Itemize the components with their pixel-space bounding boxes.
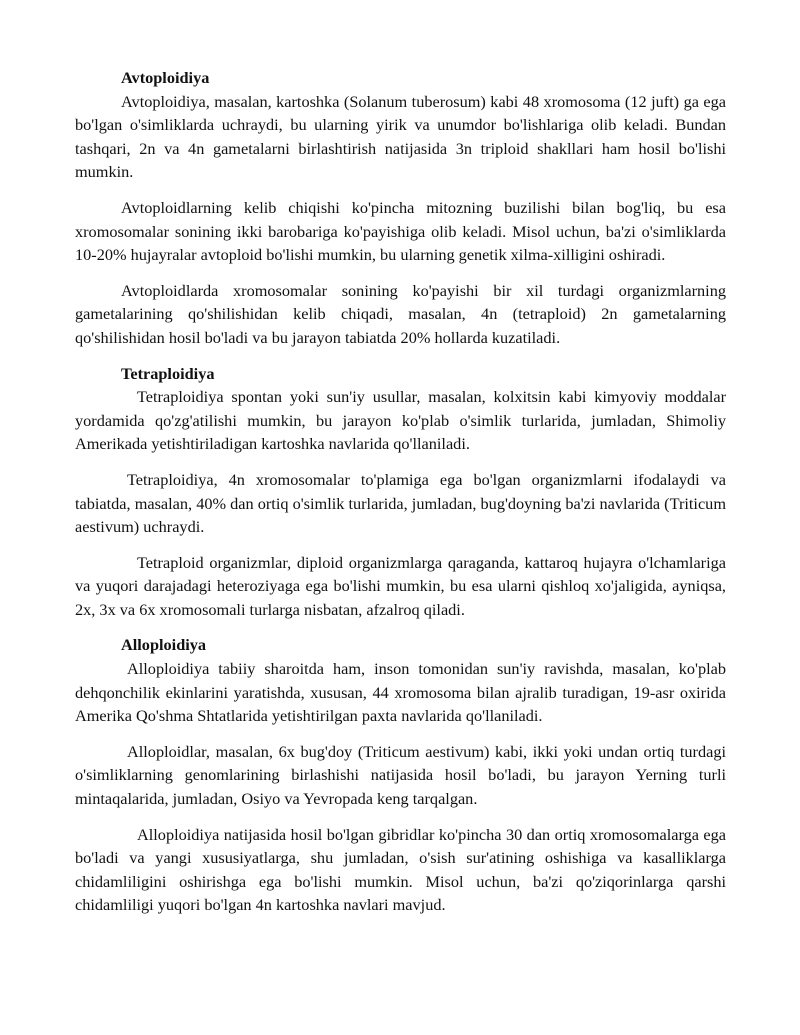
paragraph: Tetraploidiya, 4n xromosomalar to'plamiga ega bo'lgan organizmlarni ifodalaydi va tabiatda, masalan, 40% dan ortiq o'simlik turlarida, jumladan, bug'doyning ba'zi navlarida (Triticum aestivum) uchraydi. [75,469,726,537]
section-heading-tetraploidiya: Tetraploidiya [121,363,215,383]
section-heading-alloploidiya: Alloploidiya [121,635,207,655]
document-page [75,66,726,917]
paragraph: Alloploidlar, masalan, 6x bug'doy (Triticum aestivum) kabi, ikki yoki undan ortiq turdagi o'simliklarning genomlarining birlashishi natijasida hosil bo'ladi, bu jarayon Yerning turli mintaqalarida, jumladan, Osiyo va Yevropada keng tarqalgan. [75,741,726,809]
paragraph: Alloploidiya tabiiy sharoitda ham, inson tomonidan sun'iy ravishda, masalan, ko'plab dehqonchilik ekinlarini yaratishda, xususan, 44 xromosoma bilan ajralib turadigan, 19-asr oxirida Amerika Qo'shma Shtatlarida yetishtirilgan paxta navlarida qo'llaniladi. [75,659,726,726]
paragraph: Avtoploidiya, masalan, kartoshka (Solanum tuberosum) kabi 48 xromosoma (12 juft) ga ega bo'lgan o'simliklarda uchraydi, bu ularning yirik va unumdor bo'lishlariga olib keladi. Bundan tashqari, 2n va 4n gametalarni birlashtirish natijasida 3n triploid shakllari ham hosil bo'lishi mumkin. [75,91,726,182]
paragraph: Avtoploidlarda xromosomalar sonining ko'payishi bir xil turdagi organizmlarning gametalarining qo'shilishidan kelib chiqadi, masalan, 4n (tetraploid) 2n gametalarning qo'shilishidan hosil bo'ladi va bu jarayon tabiatda 20% hollarda kuzatiladi. [75,280,726,347]
paragraph: Avtoploidlarning kelib chiqishi ko'pincha mitozning buzilishi bilan bog'liq, bu esa xromosomalar sonining ikki barobariga ko'payishiga olib keladi. Misol uchun, ba'zi o'simliklarda 10-20% hujayralar avtoploid bo'lishi mumkin, bu ularning genetik xilma-xilligini oshiradi. [75,197,726,265]
paragraph: Alloploidiya natijasida hosil bo'lgan gibridlar ko'pincha 30 dan ortiq xromosomalarga ega bo'ladi va yangi xususiyatlarga, shu jumladan, o'sish sur'atining oshishiga va kasalliklarga chidamliligini oshirishga ega bo'lishi mumkin. Misol uchun, ba'zi qo'ziqorinlarga qarshi chidamliligi yuqori bo'lgan 4n kartoshka navlari mavjud. [75,824,726,915]
paragraph: Tetraploidiya spontan yoki sun'iy usullar, masalan, kolxitsin kabi kimyoviy moddalar yordamida qo'zg'atilishi mumkin, bu jarayon ko'plab o'simlik turlarida, jumladan, Shimoliy Amerikada yetishtiriladigan kartoshka navlarida qo'llaniladi. [75,387,726,454]
paragraph: Tetraploid organizmlar, diploid organizmlarga qaraganda, kattaroq hujayra o'lchamlariga va yuqori darajadagi heteroziyaga ega bo'lishi mumkin, bu esa ularni qishloq xo'jaligida, ayniqsa, 2x, 3x va 6x xromosomali turlarga nisbatan, afzalroq qiladi. [75,552,726,619]
section-heading-avtoploidiya: Avtoploidiya [121,68,210,87]
